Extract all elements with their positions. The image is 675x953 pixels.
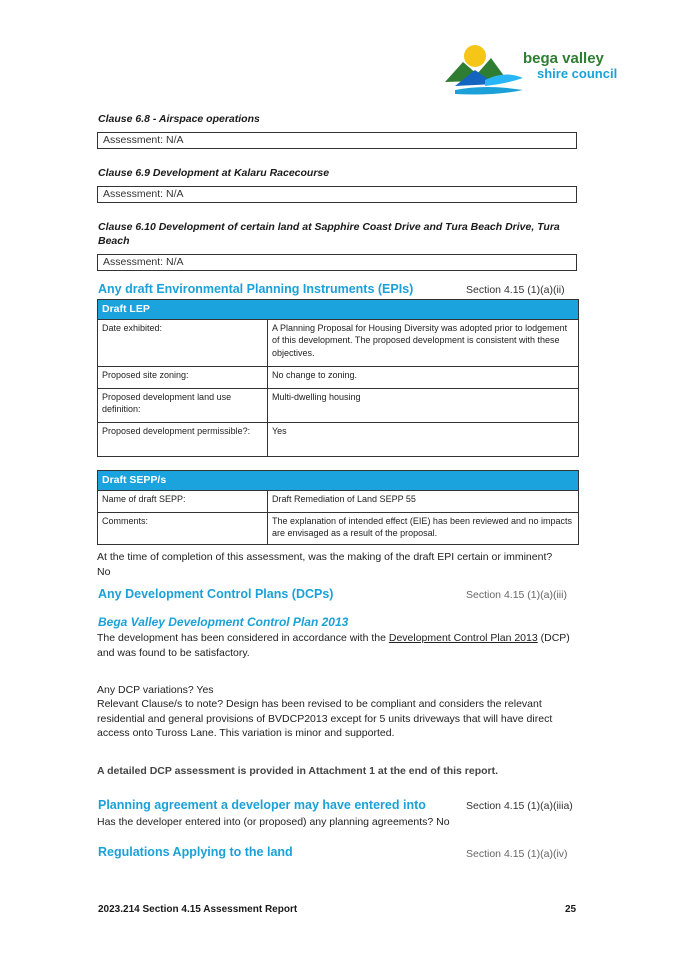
clause-6-10-assessment: Assessment: N/A [97,254,577,271]
clause-6-8-title: Clause 6.8 - Airspace operations [98,113,260,125]
page-number: 25 [565,904,577,915]
clause-6-10-title: Clause 6.10 Development of certain land at Sapphire Coast Drive and Tura Beach Drive, Tura Beach [98,221,560,247]
regulations-section: Section 4.15 (1)(a)(iv) [466,848,568,860]
sepp-label: Comments: [98,512,268,544]
epi-section: Section 4.15 (1)(a)(ii) [466,284,565,296]
planning-heading: Planning agreement a developer may have entered into [98,798,426,812]
dcp-variations: Any DCP variations? Yes [97,684,214,696]
table-row [98,490,579,512]
planning-question: Has the developer entered into (or proposed) any planning agreements? No [97,816,450,828]
footer-report-title: 2023.214 Section 4.15 Assessment Report [98,904,298,915]
lep-label: Proposed site zoning: [98,366,268,388]
clause-6-9-title: Clause 6.9 Development at Kalaru Racecourse [98,167,330,179]
lep-value: Yes [268,422,579,456]
draft-lep-header: Draft LEP [98,300,579,320]
lep-value: A Planning Proposal for Housing Diversity was adopted prior to lodgement of this development. The proposed development is consistent with these objectives. [268,319,579,366]
lep-label: Date exhibited: [98,319,268,366]
dcp-heading: Any Development Control Plans (DCPs) [98,587,334,601]
table-row [98,366,579,388]
lep-value: Multi-dwelling housing [268,388,579,422]
dcp-relevant: Relevant Clause/s to note? Design has been revised to be compliant and considers the relevant residential and general provisions of BVDCP2013 except for 5 units driveways that will have direct access onto Tuross Lane. This variation is minor and supported. [97,698,553,739]
regulations-heading: Regulations Applying to the land [98,845,293,859]
lep-label: Proposed development land use definition: [98,388,268,422]
dcp-paragraph [97,631,579,660]
table-row [98,422,579,456]
table-row [98,512,579,544]
logo-line2: shire council [537,66,618,81]
dcp-para-post: (DCP) and was found to be satisfactory. [97,632,570,659]
lep-label: Proposed development permissible?: [98,422,268,456]
lep-value: No change to zoning. [268,366,579,388]
draft-sepp-header: Draft SEPP/s [98,471,579,491]
epi-heading: Any draft Environmental Planning Instruments (EPIs) [98,282,414,296]
dcp-subheading: Bega Valley Development Control Plan 2013 [98,615,349,629]
dcp-attachment-note: A detailed DCP assessment is provided in Attachment 1 at the end of this report. [97,765,499,777]
sepp-label: Name of draft SEPP: [98,490,268,512]
table-row [98,319,579,366]
planning-section: Section 4.15 (1)(a)(iiia) [466,800,573,812]
dcp-plan-link[interactable]: Development Control Plan 2013 [388,632,538,644]
sepp-value: The explanation of intended effect (EIE) has been reviewed and no impacts are envisaged as a result of the proposal. [268,512,579,544]
dcp-section: Section 4.15 (1)(a)(iii) [466,589,567,601]
table-row [98,388,579,422]
dcp-para-pre: The development has been considered in accordance with the [97,632,389,644]
clause-6-8-assessment: Assessment: N/A [97,132,577,149]
logo-graphic [445,40,525,100]
epi-question: At the time of completion of this assessment, was the making of the draft EPI certain or imminent? No [97,551,553,578]
logo-line1: bega valley [523,50,604,67]
draft-sepp-table [97,470,579,545]
sepp-value: Draft Remediation of Land SEPP 55 [268,490,579,512]
council-logo [445,40,630,102]
clause-6-9-assessment: Assessment: N/A [97,186,577,203]
draft-lep-table [97,299,579,457]
